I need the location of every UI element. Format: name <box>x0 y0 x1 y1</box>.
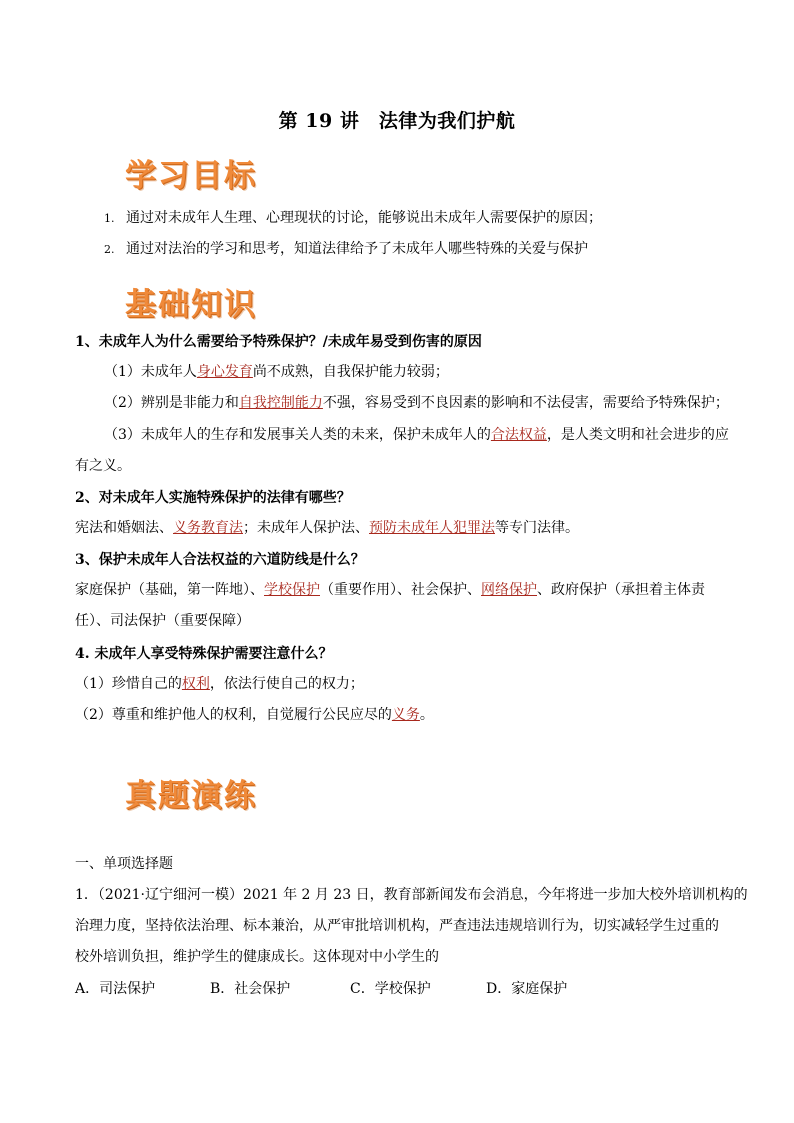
key-term: 网络保护 <box>481 582 537 598</box>
key-term: 身心发育 <box>196 364 253 380</box>
question-heading: 1、未成年人为什么需要给予特殊保护？/未成年易受到伤害的原因 <box>75 334 482 350</box>
exercise-question-line: 1．（2021·辽宁细河一模）2021 年 2 月 23 日，教育部新闻发布会消息，今年将进一步加大校外培训机构的 <box>75 887 748 903</box>
answer-line <box>104 425 729 445</box>
answer-line <box>75 705 434 725</box>
answer-text: 、政府保护（承担着主体责 <box>537 582 705 598</box>
answer-text: （3）未成年人的生存和发展事关人类的未来，保护未成年人的 <box>104 427 491 443</box>
option-a: A．司法保护 <box>75 981 156 997</box>
question-heading: 4. 未成年人享受特殊保护需要注意什么？ <box>75 646 333 662</box>
answer-text: ，是人类文明和社会进步的应 <box>546 427 729 443</box>
answer-text: 尚不成熟，自我保护能力较弱； <box>252 364 449 380</box>
key-term: 义务教育法 <box>173 520 243 536</box>
exercise-question-line: 治理力度，坚持依法治理、标本兼治，从严审批培训机构，严查违法违规培训行为，切实减轻学生过重的 <box>75 918 719 934</box>
answer-line <box>75 518 579 538</box>
answer-text: 不强，容易受到不良因素的影响和不法侵害，需要给予特殊保护； <box>322 395 729 411</box>
answer-text: 。 <box>419 707 434 723</box>
answer-text: （2）尊重和维护他人的权利，自觉履行公民应尽的 <box>75 707 392 723</box>
answer-line: 任）、司法保护（重要保障） <box>75 613 250 629</box>
answer-text: （2）辨别是非能力和 <box>104 395 239 411</box>
answer-line <box>75 580 705 600</box>
page-title: 第 19 讲 法律为我们护航 <box>278 110 516 132</box>
section-heading-practice: 真题演练 <box>125 778 257 814</box>
exercise-type: 一、单项选择题 <box>75 856 173 872</box>
answer-text: 家庭保护（基础，第一阵地）、 <box>75 582 264 598</box>
answer-line <box>104 362 449 382</box>
answer-text: （1）珍惜自己的 <box>75 676 182 692</box>
answer-text: ，依法行使自己的权力； <box>209 676 364 692</box>
goal-item <box>104 208 602 229</box>
option-b: B．社会保护 <box>210 981 291 997</box>
option-c: C．学校保护 <box>350 981 431 997</box>
goal-text: 通过对法治的学习和思考，知道法律给予了未成年人哪些特殊的关爱与保护 <box>126 241 588 257</box>
goal-text: 通过对未成年人生理、心理现状的讨论，能够说出未成年人需要保护的原因； <box>126 210 602 226</box>
goal-number: 1. <box>104 212 115 225</box>
key-term: 权利 <box>181 676 210 692</box>
key-term: 学校保护 <box>264 582 320 598</box>
exercise-question-line: 校外培训负担，维护学生的健康成长。这体现对中小学生的 <box>75 949 439 965</box>
key-term: 预防未成年人犯罪法 <box>369 520 495 536</box>
answer-line <box>75 674 364 694</box>
option-d: D．家庭保护 <box>486 981 568 997</box>
section-heading-goals: 学习目标 <box>125 158 257 194</box>
key-term: 合法权益 <box>490 427 547 443</box>
goal-number: 2. <box>104 243 115 256</box>
key-term: 自我控制能力 <box>238 395 323 411</box>
key-term: 义务 <box>391 707 420 723</box>
answer-text: 等专门法律。 <box>495 520 579 536</box>
answer-line <box>104 393 729 413</box>
question-heading: 2、对未成年人实施特殊保护的法律有哪些？ <box>75 490 351 506</box>
goal-item <box>104 239 588 260</box>
answer-text: 宪法和婚姻法、 <box>75 520 173 536</box>
answer-text: （1）未成年人 <box>104 364 197 380</box>
section-heading-basics: 基础知识 <box>125 287 257 323</box>
answer-text: ；未成年人保护法、 <box>243 520 369 536</box>
answer-line: 有之义。 <box>75 458 131 474</box>
question-heading: 3、保护未成年人合法权益的六道防线是什么？ <box>75 552 365 568</box>
answer-text: （重要作用）、社会保护、 <box>320 582 481 598</box>
